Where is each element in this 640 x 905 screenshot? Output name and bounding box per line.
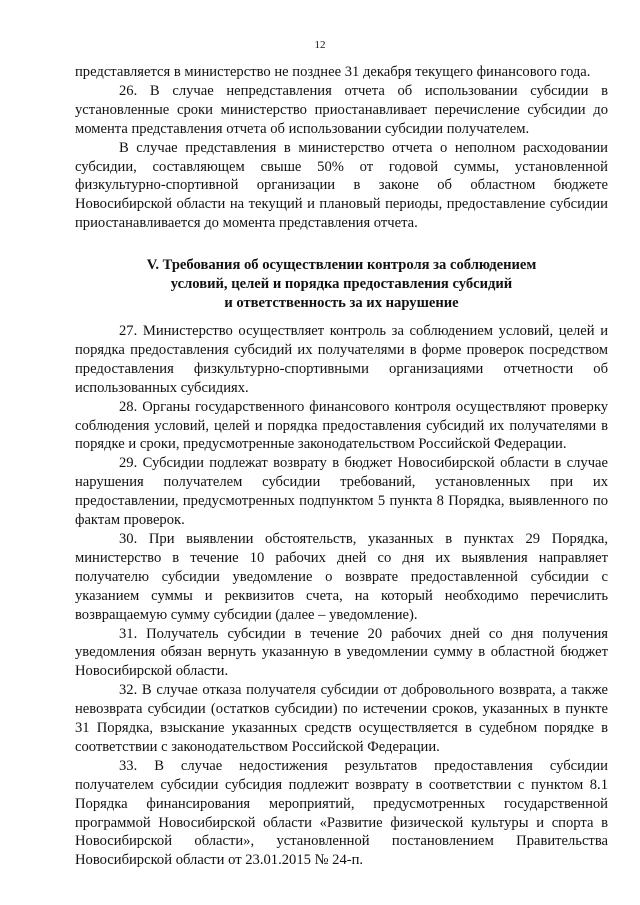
page-number: 12 <box>314 39 326 51</box>
paragraph-26-continued: В случае представления в министерство отчета о неполном расходовании субсидии, составляющем свыше 50% от годовой суммы, установленной физкультурно-спортивной организации в законе об областном бюджете Новосибирской области на текущий и плановый периоды, предоставление субсидии приостанавливается до момента представления отчета. <box>75 139 608 232</box>
section-heading-line: и ответственность за их нарушение <box>224 294 459 311</box>
section-heading-line: V. Требования об осуществлении контроля за соблюдением <box>146 257 537 273</box>
bottom-text-block <box>75 322 608 870</box>
paragraph-30: 30. При выявлении обстоятельств, указанных в пунктах 29 Порядка, министерство в течение 10 рабочих дней со дня их выявления направляет получателю субсидии уведомление о возврате предоставленной субсидии с указанием суммы и реквизитов счета, на который необходимо перечислить возвращаемую сумму субсидии (далее – уведомление). <box>75 530 608 623</box>
paragraph-continuation: представляется в министерство не позднее 31 декабря текущего финансового года. <box>75 64 591 80</box>
top-text-block <box>75 63 608 233</box>
paragraph-29: 29. Субсидии подлежат возврату в бюджет Новосибирской области в случае нарушения получателем субсидии требований, установленных при их предоставлении, предусмотренных подпунктом 5 пункта 8 Порядка, выявленного по фактам проверок. <box>75 455 608 529</box>
paragraph-31: 31. Получатель субсидии в течение 20 рабочих дней со дня получения уведомления обязан вернуть указанную в уведомлении сумму в областной бюджет Новосибирской области. <box>75 625 608 680</box>
paragraph-27: 27. Министерство осуществляет контроль за соблюдением условий, целей и порядка предоставления субсидий их получателями в форме проверок посредством предоставления физкультурно-спортивными организациями отчетности об использованных субсидиях. <box>75 323 608 396</box>
paragraph-32: 32. В случае отказа получателя субсидии от добровольного возврата, а также невозврата субсидии (остатков субсидии) по истечении сроков, указанных в пункте 31 Порядка, взыскание указанных средств осуществляется в судебном порядке в соответствии с законодательством Российской Федерации. <box>75 682 608 755</box>
section-heading-line: условий, целей и порядка предоставления субсидий <box>170 275 513 292</box>
section-heading <box>75 256 608 313</box>
paragraph-26: 26. В случае непредставления отчета об использовании субсидии в установленные сроки министерство приостанавливает перечисление субсидии до момента представления отчета об использовании субсидии получателем. <box>75 82 608 137</box>
paragraph-33: 33. В случае недостижения результатов предоставления субсидии получателем субсидии субсидия подлежит возврату в соответствии с пунктом 8.1 Порядка финансирования мероприятий, предусмотренных государственной программой Новосибирской области «Развитие физической культуры и спорта в Новосибирской области», установленной постановлением Правительства Новосибирской области от 23.01.2015 № 24-п. <box>75 757 608 869</box>
paragraph-28: 28. Органы государственного финансового контроля осуществляют проверку соблюдения условий, целей и порядка предоставления субсидий их получателями в порядке и сроки, предусмотренные законодательством Российской Федерации. <box>75 398 608 453</box>
